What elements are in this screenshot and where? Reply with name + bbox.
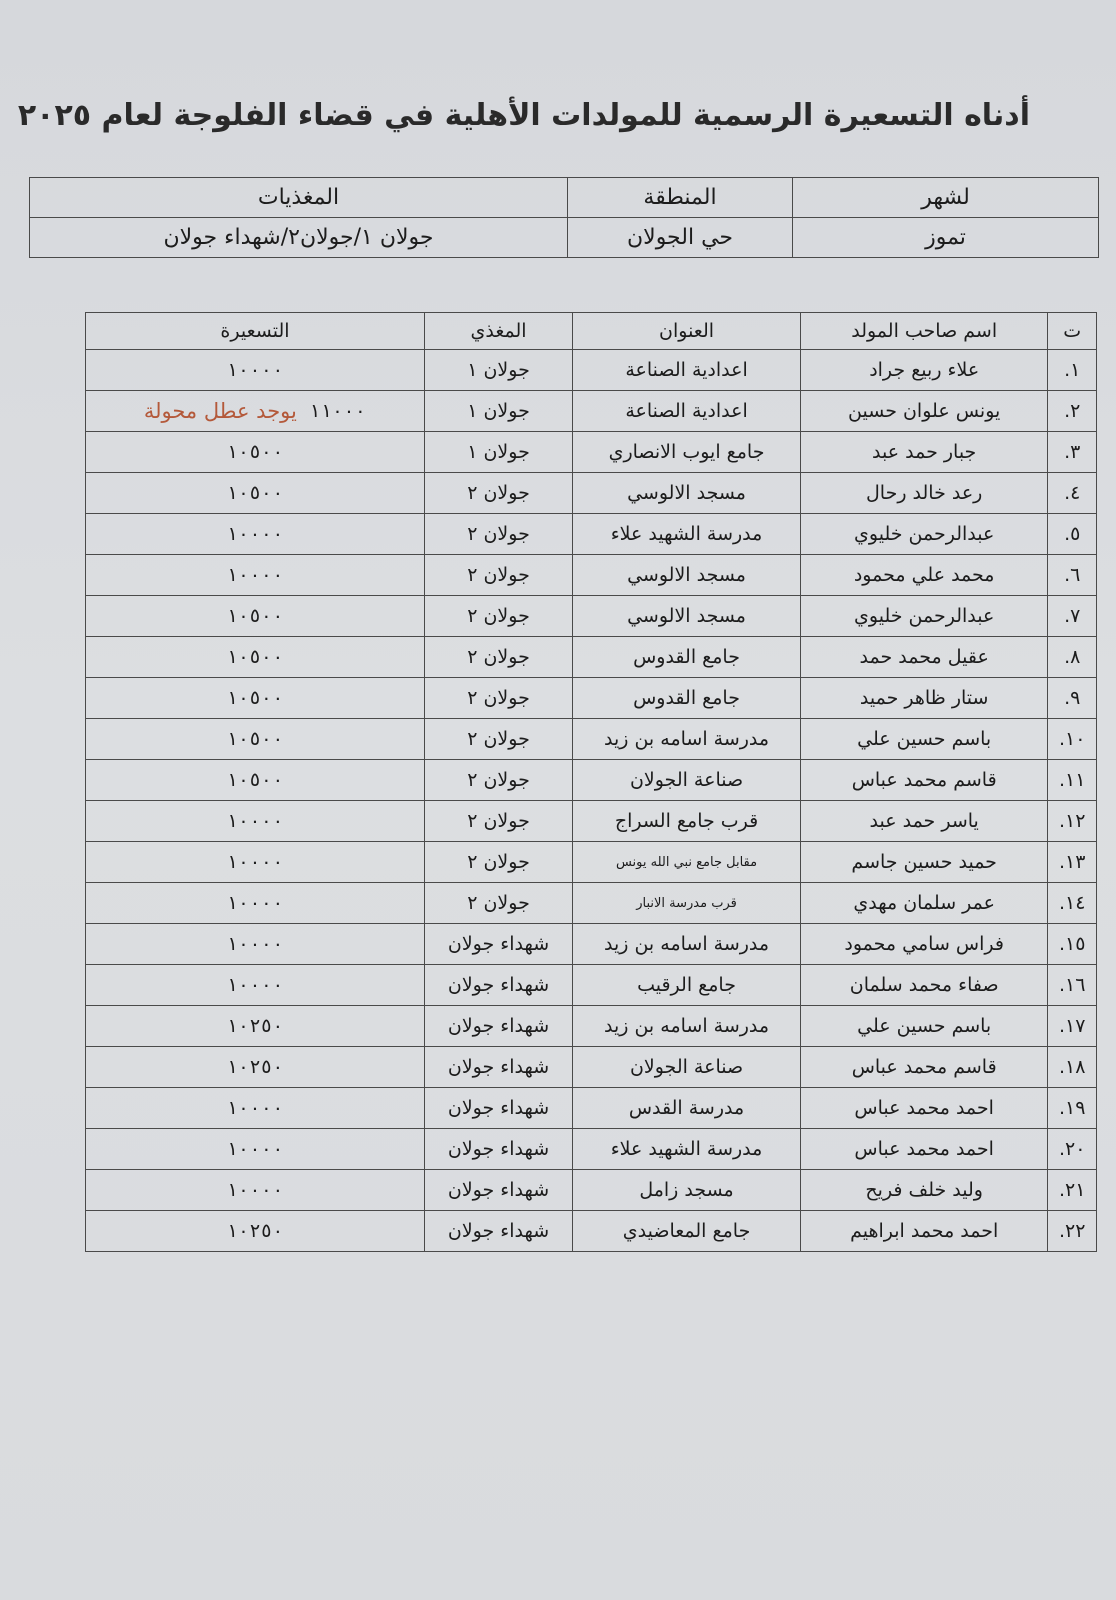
row-number: ٢١.: [1048, 1170, 1097, 1211]
owner-name: قاسم محمد عباس: [800, 1047, 1047, 1088]
price-cell: [86, 596, 425, 637]
owner-name: ستار ظاهر حميد: [800, 678, 1047, 719]
table-row: [86, 760, 1097, 801]
feeder: جولان ٢: [424, 637, 572, 678]
row-number: ١٢.: [1048, 801, 1097, 842]
address: قرب مدرسة الانبار: [573, 883, 801, 924]
address: مدرسة القدس: [573, 1088, 801, 1129]
price-value: ١٠٠٠٠: [226, 359, 284, 381]
price-value: ١٠٠٠٠: [226, 851, 284, 873]
owner-name: وليد خلف فريح: [800, 1170, 1047, 1211]
address: مدرسة الشهيد علاء: [573, 514, 801, 555]
address: جامع ايوب الانصاري: [573, 432, 801, 473]
price-value: ١٠٥٠٠: [226, 605, 284, 627]
address: مدرسة الشهيد علاء: [573, 1129, 801, 1170]
price-value: ١٠٥٠٠: [226, 769, 284, 791]
feeder: جولان ٢: [424, 678, 572, 719]
price-cell: [86, 637, 425, 678]
price-note: يوجد عطل محولة: [143, 399, 297, 423]
table-row: [86, 473, 1097, 514]
price-cell: [86, 1088, 425, 1129]
table-row: [86, 842, 1097, 883]
owner-name: عبدالرحمن خليوي: [800, 514, 1047, 555]
row-number: ٨.: [1048, 637, 1097, 678]
row-number: ٥.: [1048, 514, 1097, 555]
feeder: جولان ١: [424, 350, 572, 391]
owner-name: حميد حسين جاسم: [800, 842, 1047, 883]
address: اعدادية الصناعة: [573, 391, 801, 432]
price-value: ١٠٥٠٠: [226, 687, 284, 709]
table-row: [86, 555, 1097, 596]
price-value: ١٠٢٥٠: [226, 1220, 284, 1242]
price-value: ١٠٢٥٠: [226, 1056, 284, 1078]
address: صناعة الجولان: [573, 760, 801, 801]
price-cell: [86, 924, 425, 965]
info-value-row: [30, 218, 1099, 258]
owner-name: ياسر حمد عبد: [800, 801, 1047, 842]
col-header-address: العنوان: [573, 313, 801, 350]
price-cell: [86, 1211, 425, 1252]
feeder: جولان ٢: [424, 514, 572, 555]
price-cell: [86, 719, 425, 760]
feeder: جولان ٢: [424, 883, 572, 924]
price-value: ١٠٠٠٠: [226, 1138, 284, 1160]
address: جامع القدوس: [573, 637, 801, 678]
col-header-price: التسعيرة: [86, 313, 425, 350]
col-header-owner: اسم صاحب المولد: [800, 313, 1047, 350]
table-row: [86, 514, 1097, 555]
feeder: شهداء جولان: [424, 924, 572, 965]
price-value: ١٠٠٠٠: [226, 564, 284, 586]
row-number: ١٩.: [1048, 1088, 1097, 1129]
row-number: ١٥.: [1048, 924, 1097, 965]
price-value: ١٠٠٠٠: [226, 1179, 284, 1201]
price-value: ١٠٠٠٠: [226, 892, 284, 914]
price-cell: [86, 514, 425, 555]
feeder: شهداء جولان: [424, 1047, 572, 1088]
owner-name: احمد محمد عباس: [800, 1129, 1047, 1170]
table-row: [86, 1088, 1097, 1129]
row-number: ٩.: [1048, 678, 1097, 719]
table-row: [86, 1006, 1097, 1047]
row-number: ٧.: [1048, 596, 1097, 637]
col-header-number: ت: [1048, 313, 1097, 350]
table-row: [86, 391, 1097, 432]
price-value: ١٠٠٠٠: [226, 974, 284, 996]
owner-name: عبدالرحمن خليوي: [800, 596, 1047, 637]
address: جامع الرقيب: [573, 965, 801, 1006]
feeders-header: المغذيات: [30, 178, 568, 218]
owner-name: باسم حسين علي: [800, 719, 1047, 760]
address: اعدادية الصناعة: [573, 350, 801, 391]
owner-name: باسم حسين علي: [800, 1006, 1047, 1047]
feeder: جولان ٢: [424, 842, 572, 883]
price-value: ١٠٠٠٠: [226, 810, 284, 832]
row-number: ١٦.: [1048, 965, 1097, 1006]
table-row: [86, 965, 1097, 1006]
row-number: ١٠.: [1048, 719, 1097, 760]
address: مدرسة اسامه بن زيد: [573, 719, 801, 760]
owner-name: جبار حمد عبد: [800, 432, 1047, 473]
table-row: [86, 596, 1097, 637]
table-body: [86, 350, 1097, 1252]
generator-pricing-table: [85, 312, 1097, 1252]
price-cell: [86, 842, 425, 883]
row-number: ١٧.: [1048, 1006, 1097, 1047]
row-number: ١١.: [1048, 760, 1097, 801]
price-cell: [86, 432, 425, 473]
address: مسجد الالوسي: [573, 555, 801, 596]
price-cell: [86, 391, 425, 432]
price-cell: [86, 801, 425, 842]
table-row: [86, 350, 1097, 391]
feeder: جولان ٢: [424, 596, 572, 637]
feeder: جولان ٢: [424, 555, 572, 596]
owner-name: صفاء محمد سلمان: [800, 965, 1047, 1006]
table-row: [86, 432, 1097, 473]
address: جامع القدوس: [573, 678, 801, 719]
row-number: ٦.: [1048, 555, 1097, 596]
owner-name: عمر سلمان مهدي: [800, 883, 1047, 924]
owner-name: يونس علوان حسين: [800, 391, 1047, 432]
price-cell: [86, 678, 425, 719]
info-header-row: [30, 178, 1099, 218]
address: مدرسة اسامه بن زيد: [573, 1006, 801, 1047]
address: مسجد الالوسي: [573, 596, 801, 637]
feeder: جولان ١: [424, 391, 572, 432]
owner-name: محمد علي محمود: [800, 555, 1047, 596]
table-row: [86, 883, 1097, 924]
price-value: ١٠٥٠٠: [226, 482, 284, 504]
price-cell: [86, 1129, 425, 1170]
price-value: ١٠٢٥٠: [226, 1015, 284, 1037]
table-row: [86, 637, 1097, 678]
area-header: المنطقة: [568, 178, 793, 218]
table-row: [86, 678, 1097, 719]
price-cell: [86, 883, 425, 924]
feeder: جولان ٢: [424, 760, 572, 801]
owner-name: احمد محمد ابراهيم: [800, 1211, 1047, 1252]
feeder: شهداء جولان: [424, 1088, 572, 1129]
price-value: ١٠٥٠٠: [226, 646, 284, 668]
row-number: ٢.: [1048, 391, 1097, 432]
price-value: ١١٠٠٠: [308, 400, 367, 422]
price-cell: [86, 350, 425, 391]
row-number: ٢٠.: [1048, 1129, 1097, 1170]
address: صناعة الجولان: [573, 1047, 801, 1088]
page-title: أدناه التسعيرة الرسمية للمولدات الأهلية في قضاء الفلوجة لعام ٢٠٢٥: [17, 98, 1030, 133]
address: مدرسة اسامه بن زيد: [573, 924, 801, 965]
price-value: ١٠٠٠٠: [226, 933, 284, 955]
owner-name: فراس سامي محمود: [800, 924, 1047, 965]
feeders-value: جولان ١/جولان٢/شهداء جولان: [30, 218, 568, 258]
address: جامع المعاضيدي: [573, 1211, 801, 1252]
month-header: لشهر: [793, 178, 1099, 218]
info-table: [29, 177, 1099, 258]
price-cell: [86, 1006, 425, 1047]
area-value: حي الجولان: [568, 218, 793, 258]
price-cell: [86, 1047, 425, 1088]
table-header-row: [86, 313, 1097, 350]
price-cell: [86, 965, 425, 1006]
feeder: شهداء جولان: [424, 1211, 572, 1252]
row-number: ١٨.: [1048, 1047, 1097, 1088]
row-number: ١٤.: [1048, 883, 1097, 924]
address: مقابل جامع نبي الله يونس: [573, 842, 801, 883]
col-header-feeder: المغذي: [424, 313, 572, 350]
price-cell: [86, 1170, 425, 1211]
price-value: ١٠٥٠٠: [226, 441, 284, 463]
price-cell: [86, 760, 425, 801]
feeder: شهداء جولان: [424, 1006, 572, 1047]
table-row: [86, 801, 1097, 842]
table-row: [86, 1047, 1097, 1088]
table-row: [86, 1211, 1097, 1252]
price-value: ١٠٠٠٠: [226, 1097, 284, 1119]
owner-name: رعد خالد رحال: [800, 473, 1047, 514]
row-number: ١.: [1048, 350, 1097, 391]
row-number: ٣.: [1048, 432, 1097, 473]
feeder: جولان ٢: [424, 473, 572, 514]
address: قرب جامع السراج: [573, 801, 801, 842]
table-row: [86, 1129, 1097, 1170]
owner-name: علاء ربيع جراد: [800, 350, 1047, 391]
price-cell: [86, 555, 425, 596]
owner-name: عقيل محمد حمد: [800, 637, 1047, 678]
feeder: شهداء جولان: [424, 965, 572, 1006]
month-value: تموز: [793, 218, 1099, 258]
row-number: ٢٢.: [1048, 1211, 1097, 1252]
owner-name: قاسم محمد عباس: [800, 760, 1047, 801]
address: مسجد الالوسي: [573, 473, 801, 514]
address: مسجد زامل: [573, 1170, 801, 1211]
price-value: ١٠٠٠٠: [226, 523, 284, 545]
feeder: جولان ٢: [424, 801, 572, 842]
price-cell: [86, 473, 425, 514]
price-with-note: [144, 399, 366, 423]
table-row: [86, 1170, 1097, 1211]
feeder: شهداء جولان: [424, 1129, 572, 1170]
feeder: جولان ١: [424, 432, 572, 473]
table-row: [86, 719, 1097, 760]
owner-name: احمد محمد عباس: [800, 1088, 1047, 1129]
row-number: ٤.: [1048, 473, 1097, 514]
row-number: ١٣.: [1048, 842, 1097, 883]
price-value: ١٠٥٠٠: [226, 728, 284, 750]
table-row: [86, 924, 1097, 965]
feeder: جولان ٢: [424, 719, 572, 760]
feeder: شهداء جولان: [424, 1170, 572, 1211]
